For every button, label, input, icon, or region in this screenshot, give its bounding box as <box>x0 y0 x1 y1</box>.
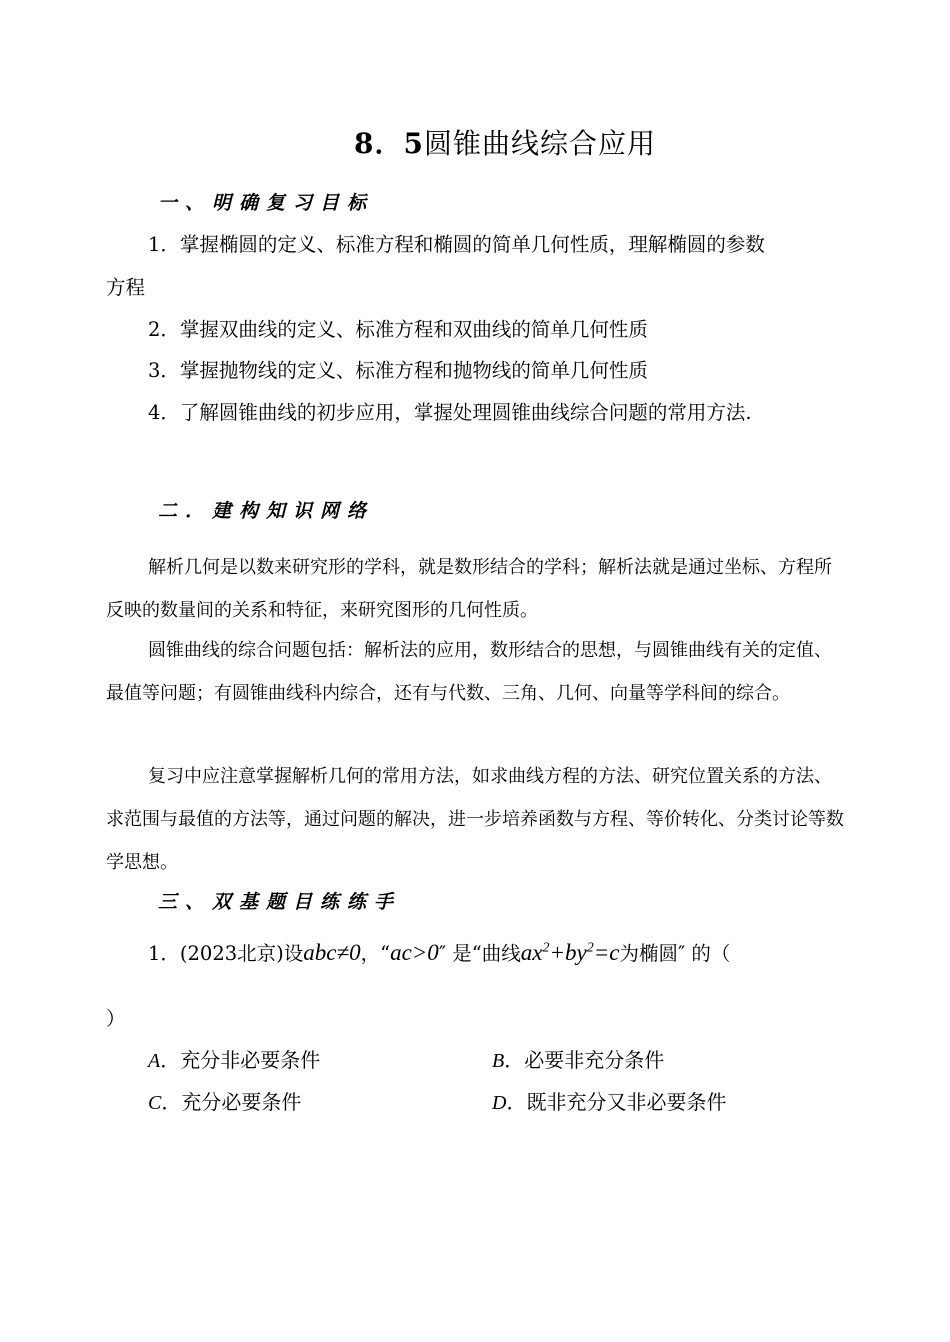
goal-3: 3．掌握抛物线的定义、标准方程和抛物线的简单几何性质 <box>148 359 648 382</box>
section-heading-3: 三、双基题目练练手 <box>158 891 402 913</box>
goal-1: 1．掌握椭圆的定义、标准方程和椭圆的简单几何性质，理解椭圆的参数 <box>148 233 765 256</box>
paragraph-1: 解析几何是以数来研究形的学科，就是数形结合的学科；解析法就是通过坐标、方程所反映的数量间的关系和特征，来研究图形的几何性质。 <box>106 557 832 621</box>
option-b: B．必要非充分条件 <box>492 1048 665 1072</box>
option-c: C．充分必要条件 <box>148 1090 302 1114</box>
section-heading-1: 一、明确复习目标 <box>158 192 375 214</box>
question-mid: ″ 是“曲线 <box>438 942 521 965</box>
goal-2: 2．掌握双曲线的定义、标准方程和双曲线的简单几何性质 <box>148 318 648 341</box>
question-suffix: 为椭圆″ 的（ <box>619 942 731 965</box>
question-prefix: 1．(2023北京)设 <box>148 942 304 965</box>
condition-ac: ac>0 <box>390 940 439 965</box>
goal-1-cont: 方程 <box>106 276 146 299</box>
section-heading-2: 二．建构知识网络 <box>158 500 375 522</box>
paragraph-3: 复习中应注意掌握解析几何的常用方法，如求曲线方程的方法、研究位置关系的方法、求范围与最值的方法等，通过问题的解决，进一步培养函数与方程、等价转化、分类讨论等数学思想。 <box>106 766 844 873</box>
goal-4: 4．了解圆锥曲线的初步应用，掌握处理圆锥曲线综合问题的常用方法. <box>148 401 752 424</box>
title-number: 8．5 <box>354 127 424 160</box>
option-d: D．既非充分又非必要条件 <box>492 1090 727 1114</box>
option-a: A．充分非必要条件 <box>148 1048 321 1072</box>
question-1 <box>148 938 730 966</box>
question-sep: ，“ <box>360 942 391 965</box>
title-text: 圆锥曲线综合应用 <box>423 127 656 160</box>
curve-equation: $ax^2+by^2=c$ <box>520 940 620 965</box>
question-close: ） <box>106 1007 126 1030</box>
condition-abc: abc≠0 <box>303 940 361 965</box>
page-title <box>0 122 950 162</box>
paragraph-2: 圆锥曲线的综合问题包括：解析法的应用，数形结合的思想，与圆锥曲线有关的定值、最值等问题；有圆锥曲线科内综合，还有与代数、三角、几何、向量等学科间的综合。 <box>106 640 832 704</box>
